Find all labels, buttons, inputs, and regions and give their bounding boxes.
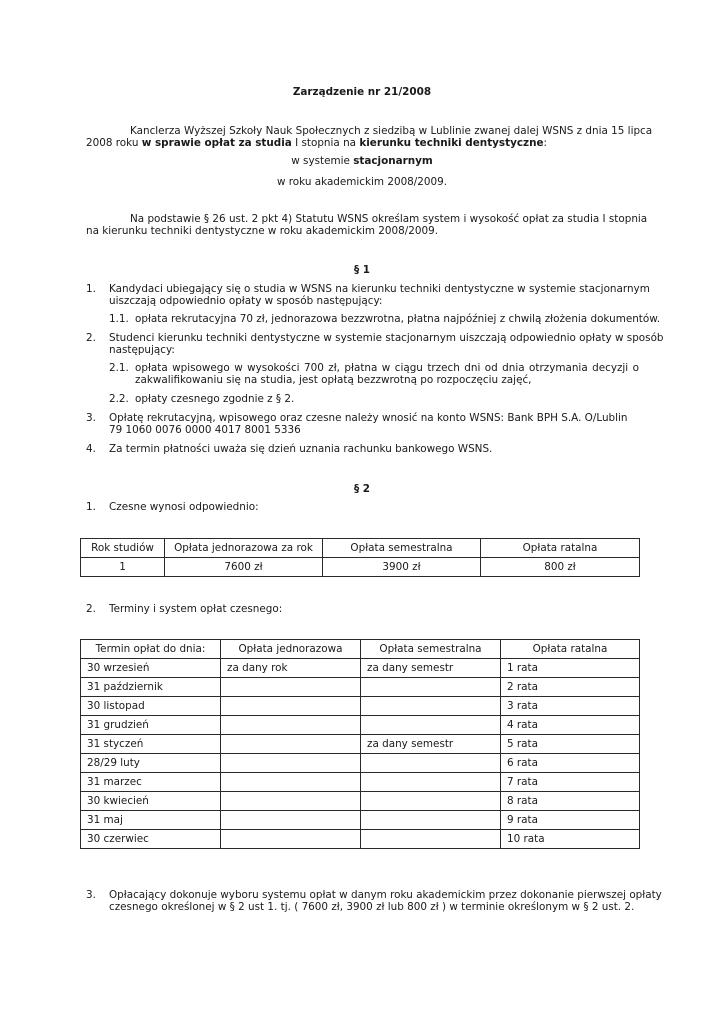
s2-p3-line-2: czesnego określonej w § 2 ust 1. tj. ( 7600 zł, 3900 zł lub 800 zł ) w terminie określonym w § 2 ust. 2. bbox=[109, 901, 635, 913]
s1-p4-text: Za termin płatności uważa się dzień uznania rachunku bankowego WSNS. bbox=[109, 443, 493, 455]
table-cell bbox=[221, 773, 361, 792]
table-cell: 800 zł bbox=[481, 558, 640, 577]
s1-p1-number: 1. bbox=[86, 283, 96, 295]
s1-p3-number: 3. bbox=[86, 412, 96, 424]
table-cell: 7600 zł bbox=[165, 558, 323, 577]
s2-p3-number: 3. bbox=[86, 889, 96, 901]
table-cell: 3 rata bbox=[501, 697, 640, 716]
table-cell bbox=[221, 811, 361, 830]
s1-p2-line-2: następujący: bbox=[109, 344, 175, 356]
table-header-cell: Opłata jednorazowa za rok bbox=[165, 539, 323, 558]
table-cell: 30 czerwiec bbox=[81, 830, 221, 849]
s1-p1-line-2: uiszczają odpowiednio opłaty w sposób następujący: bbox=[109, 295, 383, 307]
schedule-body bbox=[81, 659, 640, 849]
table-cell: 31 grudzień bbox=[81, 716, 221, 735]
table-cell: 30 listopad bbox=[81, 697, 221, 716]
table-row bbox=[81, 830, 640, 849]
s1-p2-line-1: Studenci kierunku techniki dentystyczne w systemie stacjonarnym uiszczają odpowiednio opłaty w sposób bbox=[109, 332, 664, 344]
table-cell bbox=[221, 697, 361, 716]
table-cell: 30 kwiecień bbox=[81, 792, 221, 811]
table-row bbox=[81, 659, 640, 678]
s1-p21-line-2: zakwalifikowaniu się na studia, jest opłatą bezzwrotną po rozpoczęciu zajęć, bbox=[135, 374, 532, 386]
section-2-heading: § 2 bbox=[353, 483, 371, 495]
s1-p22-text: opłaty czesnego zgodnie z § 2. bbox=[135, 393, 295, 405]
s1-p21-number: 2.1. bbox=[109, 362, 129, 374]
table-row bbox=[81, 792, 640, 811]
table-cell bbox=[361, 811, 501, 830]
table-cell: 8 rata bbox=[501, 792, 640, 811]
table-cell: 30 wrzesień bbox=[81, 659, 221, 678]
table-cell bbox=[221, 754, 361, 773]
table-cell bbox=[221, 830, 361, 849]
table-cell: 6 rata bbox=[501, 754, 640, 773]
table-cell: 31 październik bbox=[81, 678, 221, 697]
table-header-cell: Termin opłat do dnia: bbox=[81, 640, 221, 659]
table-cell: 5 rata bbox=[501, 735, 640, 754]
table-header-cell: Opłata ratalna bbox=[501, 640, 640, 659]
s2-p2-text: Terminy i system opłat czesnego: bbox=[109, 603, 283, 615]
table-cell: 31 marzec bbox=[81, 773, 221, 792]
table-cell bbox=[221, 792, 361, 811]
table-cell bbox=[361, 830, 501, 849]
s2-p2-number: 2. bbox=[86, 603, 96, 615]
table-cell: 31 styczeń bbox=[81, 735, 221, 754]
table-cell: 4 rata bbox=[501, 716, 640, 735]
s2-p1-text: Czesne wynosi odpowiednio: bbox=[109, 501, 259, 513]
table-cell bbox=[361, 792, 501, 811]
table-header-cell: Opłata semestralna bbox=[361, 640, 501, 659]
fee-amount-table bbox=[80, 538, 640, 577]
table-row bbox=[81, 678, 640, 697]
table-cell bbox=[361, 754, 501, 773]
table-cell bbox=[221, 716, 361, 735]
intro-line-1: Kanclerza Wyższej Szkoły Nauk Społecznych z siedzibą w Lublinie zwanej dalej WSNS z dnia 15 lipca bbox=[130, 125, 653, 137]
table-cell: za dany semestr bbox=[361, 735, 501, 754]
intro-line-2: 2008 roku w sprawie opłat za studia I stopnia na kierunku techniki dentystyczne: bbox=[86, 137, 548, 149]
table-cell bbox=[221, 678, 361, 697]
table-row bbox=[81, 558, 640, 577]
s1-p21-line-1: opłata wpisowego w wysokości 700 zł, płatna w ciągu trzech dni od dnia otrzymania decyzji o bbox=[135, 362, 639, 374]
table-row bbox=[81, 811, 640, 830]
intro-system: w systemie stacjonarnym bbox=[291, 155, 433, 167]
table-cell bbox=[361, 773, 501, 792]
s1-p22-number: 2.2. bbox=[109, 393, 129, 405]
table-cell: za dany rok bbox=[221, 659, 361, 678]
table-header-cell: Rok studiów bbox=[81, 539, 165, 558]
table-cell bbox=[361, 716, 501, 735]
table-row bbox=[81, 716, 640, 735]
table-cell: 10 rata bbox=[501, 830, 640, 849]
table-row bbox=[81, 735, 640, 754]
table-cell bbox=[221, 735, 361, 754]
table-cell: 1 bbox=[81, 558, 165, 577]
section-1-heading: § 1 bbox=[353, 264, 371, 276]
table-cell bbox=[361, 678, 501, 697]
basis-line-1: Na podstawie § 26 ust. 2 pkt 4) Statutu WSNS określam system i wysokość opłat za studia I stopnia bbox=[130, 213, 648, 225]
table-row bbox=[81, 754, 640, 773]
table-cell: za dany semestr bbox=[361, 659, 501, 678]
table-row bbox=[81, 773, 640, 792]
table-cell: 1 rata bbox=[501, 659, 640, 678]
table-cell: 3900 zł bbox=[323, 558, 481, 577]
s2-p3-line-1: Opłacający dokonuje wyboru systemu opłat w danym roku akademickim przez dokonanie pierwszej opłaty bbox=[109, 889, 662, 901]
s1-p2-number: 2. bbox=[86, 332, 96, 344]
basis-line-2: na kierunku techniki dentystyczne w roku akademickim 2008/2009. bbox=[86, 225, 438, 237]
table-header-cell: Opłata ratalna bbox=[481, 539, 640, 558]
bank-account-number: 79 1060 0076 0000 4017 8001 5336 bbox=[109, 424, 301, 436]
intro-year: w roku akademickim 2008/2009. bbox=[276, 176, 448, 188]
table-cell: 28/29 luty bbox=[81, 754, 221, 773]
table-row bbox=[81, 697, 640, 716]
s1-p11-number: 1.1. bbox=[109, 313, 129, 325]
table-header-cell: Opłata jednorazowa bbox=[221, 640, 361, 659]
s2-p1-number: 1. bbox=[86, 501, 96, 513]
s1-p1-line-1: Kandydaci ubiegający się o studia w WSNS na kierunku techniki dentystyczne w systemie stacjonarnym bbox=[109, 283, 650, 295]
table-cell bbox=[361, 697, 501, 716]
table-cell: 2 rata bbox=[501, 678, 640, 697]
document-title: Zarządzenie nr 21/2008 bbox=[292, 86, 432, 98]
table-header-row bbox=[81, 539, 640, 558]
s1-p11-text: opłata rekrutacyjna 70 zł, jednorazowa bezzwrotna, płatna najpóźniej z chwilą złożenia dokumentów. bbox=[135, 313, 661, 325]
table-header-cell: Opłata semestralna bbox=[323, 539, 481, 558]
s1-p3-line-1: Opłatę rekrutacyjną, wpisowego oraz czesne należy wnosić na konto WSNS: Bank BPH S.A. O/Lublin bbox=[109, 412, 628, 424]
s1-p4-number: 4. bbox=[86, 443, 96, 455]
table-cell: 31 maj bbox=[81, 811, 221, 830]
payment-schedule-table bbox=[80, 639, 640, 849]
table-cell: 7 rata bbox=[501, 773, 640, 792]
table-cell: 9 rata bbox=[501, 811, 640, 830]
table-header-row bbox=[81, 640, 640, 659]
